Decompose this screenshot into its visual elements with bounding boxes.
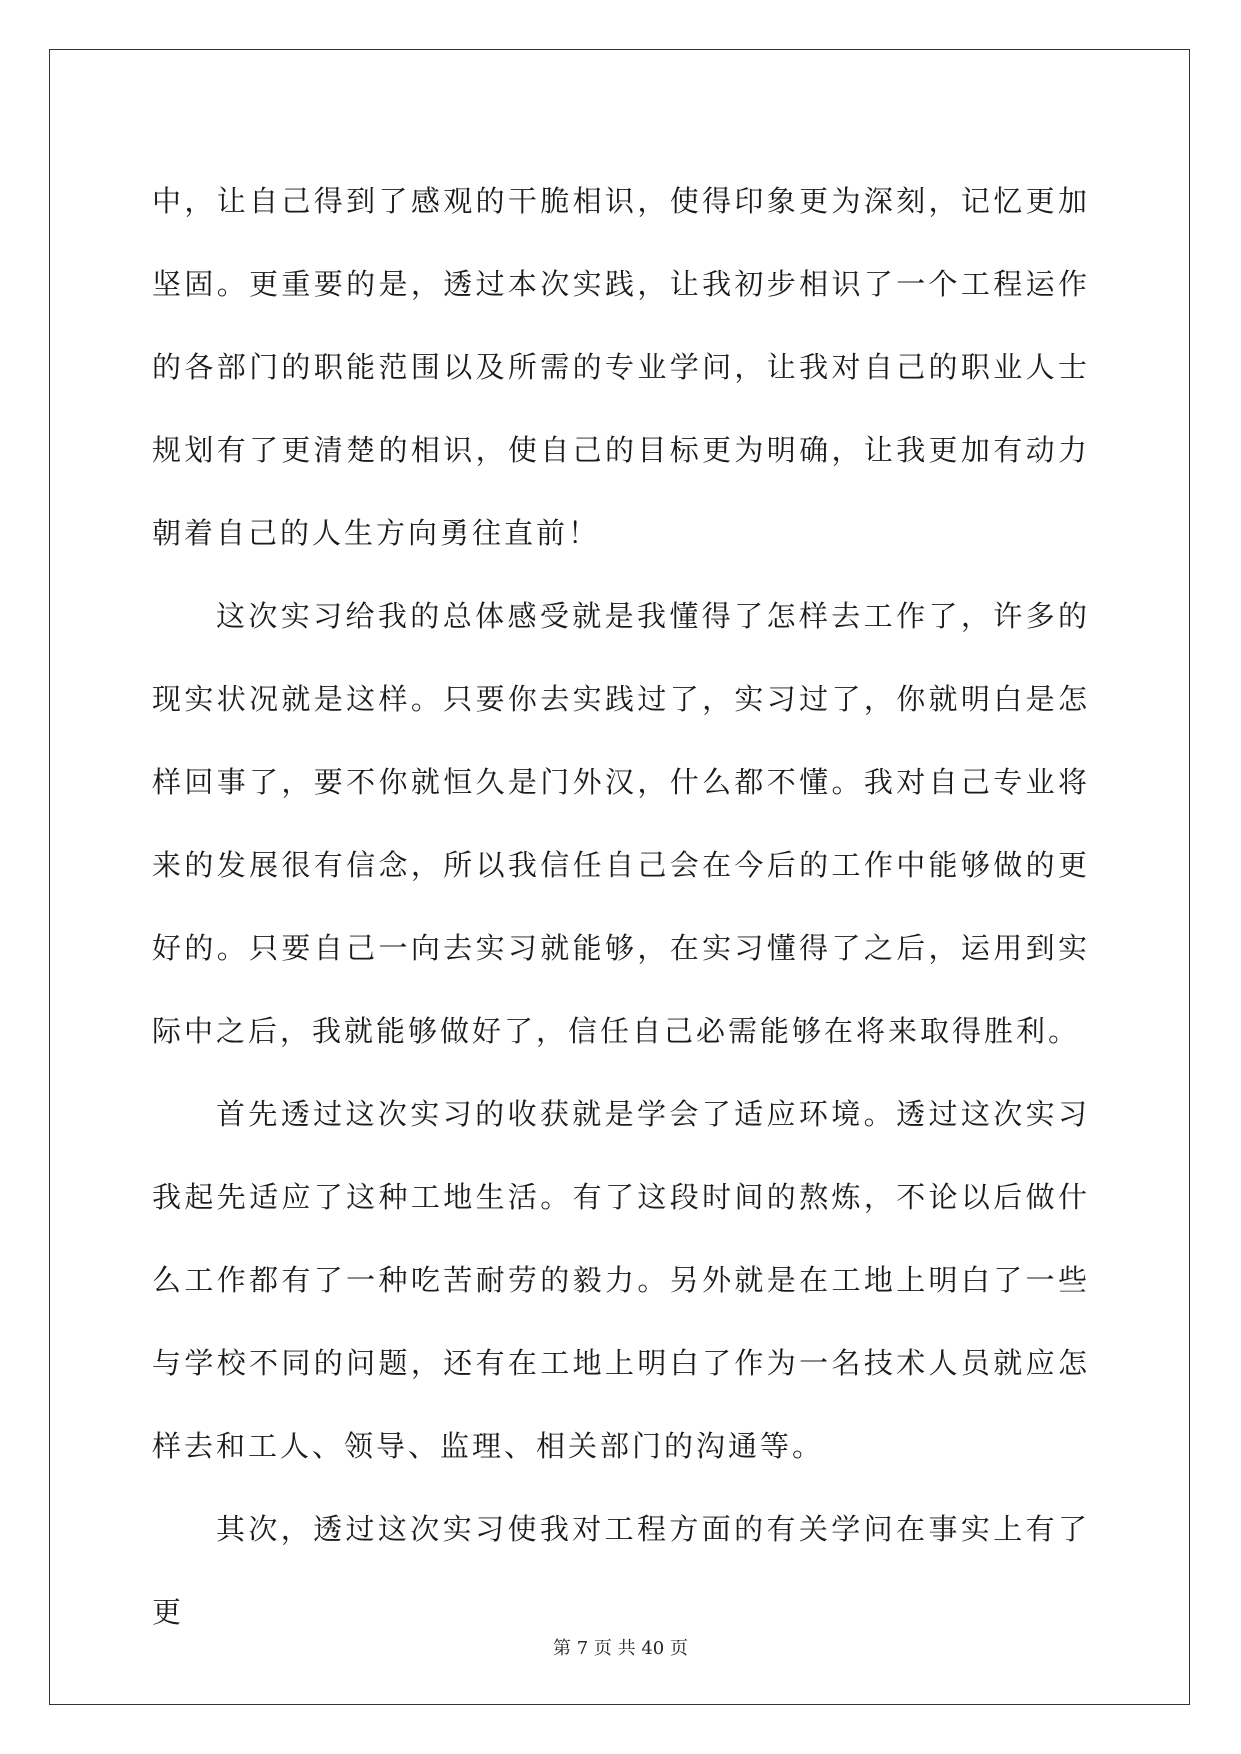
paragraph-4: 其次，透过这次实习使我对工程方面的有关学问在事实上有了更 (152, 1512, 1090, 1629)
paragraph-3: 首先透过这次实习的收获就是学会了适应环境。透过这次实习我起先适应了这种工地生活。有了这段时间的熬炼，不论以后做什么工作都有了一种吃苦耐劳的毅力。另外就是在工地上明白了一些与学校不同的问题，还有在工地上明白了作为一名技术人员就应怎样去和工人、领导、监理、相关部门的沟通等。 (152, 1097, 1090, 1463)
paragraph-2: 这次实习给我的总体感受就是我懂得了怎样去工作了，许多的现实状况就是这样。只要你去实践过了，实习过了，你就明白是怎样回事了，要不你就恒久是门外汉，什么都不懂。我对自己专业将来的发展很有信念，所以我信任自己会在今后的工作中能够做的更好的。只要自己一向去实习就能够，在实习懂得了之后，运用到实际中之后，我就能够做好了，信任自己必需能够在将来取得胜利。 (152, 599, 1090, 1048)
page-number-footer: 第 7 页 共 40 页 (553, 1638, 688, 1659)
document-body (152, 160, 1090, 1654)
paragraph-1: 中，让自己得到了感观的干脆相识，使得印象更为深刻，记忆更加坚固。更重要的是，透过本次实践，让我初步相识了一个工程运作的各部门的职能范围以及所需的专业学问，让我对自己的职业人士规划有了更清楚的相识，使自己的目标更为明确，让我更加有动力朝着自己的人生方向勇往直前！ (152, 184, 1090, 550)
